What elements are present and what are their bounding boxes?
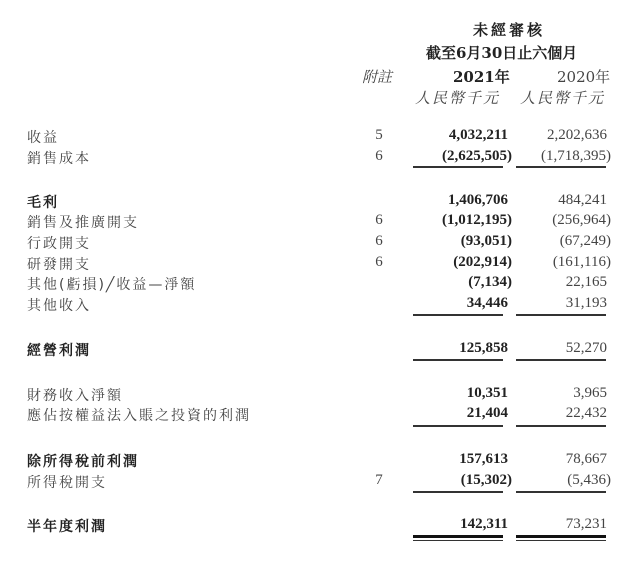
value-2020: 22,165 xyxy=(565,274,607,290)
subtotal-rule xyxy=(516,166,606,168)
year-2020-heading: 2020年 xyxy=(557,68,611,86)
value-2021: 125,858 xyxy=(459,340,508,356)
value-2020: 22,432 xyxy=(565,405,607,421)
value-2020: 73,231 xyxy=(565,516,607,532)
value-2020: (1,718,395) xyxy=(541,148,611,164)
row-label: 所得稅開支 xyxy=(27,475,107,491)
table-row xyxy=(0,148,640,168)
period-heading: 截至6月30日止六個月 xyxy=(426,44,578,62)
subtotal-rule xyxy=(516,491,606,493)
row-label: 財務收入淨額 xyxy=(27,388,123,404)
total-double-rule xyxy=(516,535,606,541)
value-2021: (202,914) xyxy=(453,254,512,270)
subtotal-rule xyxy=(413,166,503,168)
table-row xyxy=(0,472,640,492)
value-2020: (5,436) xyxy=(567,472,611,488)
value-2020: (67,249) xyxy=(559,233,611,249)
table-row xyxy=(0,405,640,425)
table-row xyxy=(0,340,640,360)
table-row xyxy=(0,127,640,147)
subtotal-rule xyxy=(413,314,503,316)
row-note: 7 xyxy=(375,472,383,488)
value-2021: 157,613 xyxy=(459,451,508,467)
unit-2020-heading: 人民幣千元 xyxy=(520,89,606,107)
row-label: 銷售及推廣開支 xyxy=(27,215,139,231)
value-2020: 3,965 xyxy=(573,385,607,401)
value-2020: 2,202,636 xyxy=(547,127,607,143)
subtotal-rule xyxy=(413,359,503,361)
row-label: 毛利 xyxy=(27,195,59,211)
row-label: 行政開支 xyxy=(27,236,91,252)
value-2020: 78,667 xyxy=(565,451,607,467)
row-label: 經營利潤 xyxy=(27,343,91,359)
value-2020: 52,270 xyxy=(565,340,607,356)
value-2021: 4,032,211 xyxy=(448,127,508,143)
row-note: 6 xyxy=(375,254,383,270)
subtotal-rule xyxy=(516,425,606,427)
row-label: 其他收入 xyxy=(27,298,91,314)
table-row xyxy=(0,385,640,405)
value-2021: (15,302) xyxy=(460,472,512,488)
table-row xyxy=(0,233,640,253)
table-row xyxy=(0,451,640,471)
subtotal-rule xyxy=(516,359,606,361)
value-2020: (161,116) xyxy=(552,254,611,270)
subtotal-rule xyxy=(413,425,503,427)
row-label: 除所得稅前利潤 xyxy=(27,454,139,470)
unit-2021-heading: 人民幣千元 xyxy=(415,89,501,107)
value-2020: (256,964) xyxy=(552,212,611,228)
value-2020: 484,241 xyxy=(558,192,607,208)
note-column-heading: 附註 xyxy=(362,68,393,86)
value-2021: 142,311 xyxy=(460,516,508,532)
table-row xyxy=(0,212,640,232)
table-row xyxy=(0,254,640,274)
row-label: 研發開支 xyxy=(27,257,91,273)
value-2021: (1,012,195) xyxy=(442,212,512,228)
table-row xyxy=(0,295,640,315)
value-2021: 34,446 xyxy=(466,295,508,311)
unaudited-heading: 未經審核 xyxy=(473,21,546,39)
value-2021: 1,406,706 xyxy=(448,192,508,208)
row-label: 其他(虧損)╱收益—淨額 xyxy=(27,277,197,293)
row-note: 6 xyxy=(375,148,383,164)
value-2021: 10,351 xyxy=(466,385,508,401)
value-2021: (2,625,505) xyxy=(442,148,512,164)
row-label: 收益 xyxy=(27,130,59,146)
value-2021: 21,404 xyxy=(466,405,508,421)
table-row xyxy=(0,274,640,294)
row-note: 6 xyxy=(375,233,383,249)
table-row xyxy=(0,516,640,536)
table-row xyxy=(0,192,640,212)
row-label: 銷售成本 xyxy=(27,151,91,167)
value-2021: (93,051) xyxy=(460,233,512,249)
year-2021-heading: 2021年 xyxy=(453,68,510,86)
row-note: 6 xyxy=(375,212,383,228)
row-note: 5 xyxy=(375,127,383,143)
subtotal-rule xyxy=(516,314,606,316)
value-2020: 31,193 xyxy=(565,295,607,311)
total-double-rule xyxy=(413,535,503,541)
value-2021: (7,134) xyxy=(468,274,512,290)
row-label: 半年度利潤 xyxy=(27,519,107,535)
subtotal-rule xyxy=(413,491,503,493)
row-label: 應佔按權益法入賬之投資的利潤 xyxy=(27,408,251,424)
